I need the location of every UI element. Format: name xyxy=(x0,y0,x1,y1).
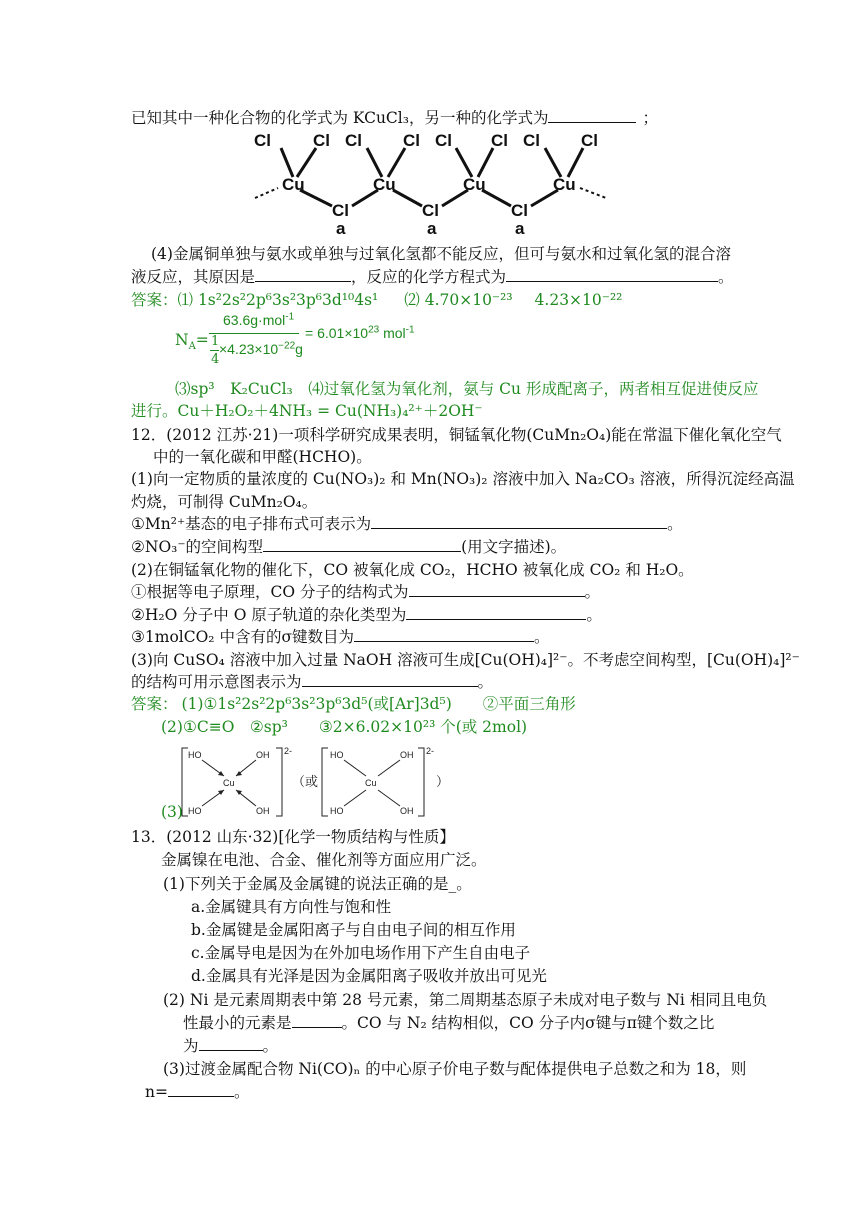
oh-ligand: OH xyxy=(256,750,270,760)
q12-part1-q1: ①Mn²⁺基态的电子排布式可表示为 。 xyxy=(131,515,683,533)
q12-part1-q2: ②NO₃⁻的空间构型 (用文字描述)。 xyxy=(131,538,567,556)
q13-part3-cont: n= 。 xyxy=(145,1083,250,1101)
cu-oh4-complex-diagrams xyxy=(180,742,480,822)
q4-line1: (4)金属铜单独与氨水或单独与过氧化氢都不能反应，但可与氨水和过氧化氢的混合溶 xyxy=(151,245,731,263)
cucl-chain-diagram xyxy=(250,126,630,234)
cl-atom: Cl xyxy=(581,131,598,150)
cl-atom: Cl xyxy=(422,201,439,220)
or-close: ） xyxy=(436,774,450,789)
answer-blank[interactable] xyxy=(409,582,585,597)
known-formula-line: 已知其中一种化合物的化学式为 KCuCl₃，另一种的化学式为 ； xyxy=(131,109,658,127)
answer-blank[interactable] xyxy=(406,605,586,620)
q13-heading: 13．(2012 山东·32)[化学一物质结构与性质】 xyxy=(131,828,455,846)
charge-label: 2- xyxy=(284,746,293,756)
answer-blank[interactable] xyxy=(506,267,718,282)
q12-part3-cont: 的结构可用示意图表示为 。 xyxy=(131,673,494,691)
option-b[interactable]: b.金属键是金属阳离子与自由电子间的相互作用 xyxy=(191,921,516,939)
answer-blank[interactable] xyxy=(199,1036,263,1051)
q12-answer-line1: 答案： (1)①1s²2s²2p⁶3s²3p⁶3d⁵(或[Ar]3d⁵) ②平面三角形 xyxy=(131,695,576,713)
cl-atom: Cl xyxy=(435,131,452,150)
q11-answer-line1: 答案：⑴ 1s²2s²2p⁶3s²3p⁶3d¹⁰4s¹ ⑵ 4.70×10⁻²³ 4.23×10⁻²² xyxy=(131,291,623,309)
cu-atom: Cu xyxy=(553,175,576,194)
cl-atom: Cl xyxy=(313,131,330,150)
q13-intro: 金属镍在电池、合金、催化剂等方面应用广泛。 xyxy=(161,851,487,869)
q13-part2-cont: 性最小的元素是 。CO 与 N₂ 结构相似，CO 分子内σ键与π键个数之比 xyxy=(183,1014,715,1032)
oh-ligand: OH xyxy=(400,806,414,816)
or-open: （或 xyxy=(292,774,319,789)
option-a[interactable]: a.金属键具有方向性与饱和性 xyxy=(191,898,392,916)
ho-ligand: HO xyxy=(330,806,344,816)
a-label: a xyxy=(336,219,346,234)
q12-part3: (3)向 CuSO₄ 溶液中加入过量 NaOH 溶液可生成[Cu(OH)₄]²⁻。不考虑空间构型，[Cu(OH)₄]²⁻ xyxy=(131,651,800,669)
cl-atom: Cl xyxy=(511,201,528,220)
q12-heading-cont: 中的一氧化碳和甲醛(HCHO)。 xyxy=(153,448,372,466)
q12-part2-q1: ①根据等电子原理，CO 分子的结构式为 。 xyxy=(131,583,601,601)
q13-part2: (2) Ni 是元素周期表中第 28 号元素，第二周期基态原子未成对电子数与 Ni 相同且电负 xyxy=(163,991,768,1009)
answer-blank[interactable] xyxy=(548,108,636,123)
q13-part1: (1)下列关于金属及金属键的说法正确的是_。 xyxy=(163,875,472,893)
cu-center: Cu xyxy=(223,778,235,788)
q13-part3: (3)过渡金属配合物 Ni(CO)ₙ 的中心原子价电子数与配体提供电子总数之和为 18，则 xyxy=(163,1060,747,1078)
cu-center: Cu xyxy=(365,778,377,788)
q12-answer-line2: (2)①C≡O ②sp³ ③2×6.02×10²³ 个(或 2mol) xyxy=(161,718,528,736)
oh-ligand: OH xyxy=(400,750,414,760)
q12-answer-line3-label: (3) xyxy=(161,803,183,821)
q12-part2-q3: ③1molCO₂ 中含有的σ键数目为 。 xyxy=(131,628,550,646)
q13-part2-cont2: 为 。 xyxy=(183,1037,279,1055)
ho-ligand: HO xyxy=(188,806,202,816)
cu-atom: Cu xyxy=(463,175,486,194)
oh-ligand: OH xyxy=(256,806,270,816)
cu-atom: Cu xyxy=(373,175,396,194)
cl-atom: Cl xyxy=(491,131,508,150)
answer-blank[interactable] xyxy=(371,514,667,529)
cl-atom: Cl xyxy=(523,131,540,150)
cl-atom: Cl xyxy=(254,131,271,150)
cl-atom: Cl xyxy=(332,201,349,220)
answer-blank[interactable] xyxy=(292,1013,342,1028)
q11-answer-line4: 进行。Cu＋H₂O₂＋4NH₃ = Cu(NH₃)₄²⁺＋2OH⁻ xyxy=(131,402,483,420)
q12-part2: (2)在铜锰氧化物的催化下，CO 被氧化成 CO₂，HCHO 被氧化成 CO₂ 和 H₂O。 xyxy=(131,561,694,579)
option-d[interactable]: d.金属具有光泽是因为金属阳离子吸收并放出可见光 xyxy=(191,967,547,985)
a-label: a xyxy=(515,219,525,234)
charge-label: 2- xyxy=(426,746,435,756)
answer-blank[interactable] xyxy=(263,537,461,552)
cl-atom: Cl xyxy=(403,131,420,150)
ho-ligand: HO xyxy=(188,750,202,760)
q11-answer-line3: ⑶sp³ K₂CuCl₃ ⑷过氧化氢为氧化剂，氨与 Cu 形成配离子，两者相互促进使反应 xyxy=(175,380,759,398)
avogadro-formula: $N_A=$ 63.6g·mol$^{-1}$ 1 4 $\times 4.23\times 10^{-22}g$ = $6.01\times 10^{23}$ mol$^{-1}$ xyxy=(175,311,415,367)
cl-atom: Cl xyxy=(345,131,362,150)
answer-blank[interactable] xyxy=(354,627,534,642)
cu-atom: Cu xyxy=(282,175,305,194)
q12-part2-q2: ②H₂O 分子中 O 原子轨道的杂化类型为 。 xyxy=(131,606,602,624)
a-label: a xyxy=(427,219,437,234)
option-c[interactable]: c.金属导电是因为在外加电场作用下产生自由电子 xyxy=(191,944,531,962)
answer-blank[interactable] xyxy=(168,1082,234,1097)
answer-blank[interactable] xyxy=(255,267,351,282)
q12-part1: (1)向一定物质的量浓度的 Cu(NO₃)₂ 和 Mn(NO₃)₂ 溶液中加入 Na₂CO₃ 溶液，所得沉淀经高温 xyxy=(131,470,795,488)
q12-heading: 12．(2012 江苏·21)一项科学研究成果表明，铜锰氧化物(CuMn₂O₄)能在常温下催化氧化空气 xyxy=(131,426,782,444)
q12-part1-cont: 灼烧，可制得 CuMn₂O₄。 xyxy=(131,493,318,511)
answer-blank[interactable] xyxy=(302,672,478,687)
ho-ligand: HO xyxy=(330,750,344,760)
q4-line2: 液反应，其原因是 ，反应的化学方程式为 。 xyxy=(131,268,734,286)
